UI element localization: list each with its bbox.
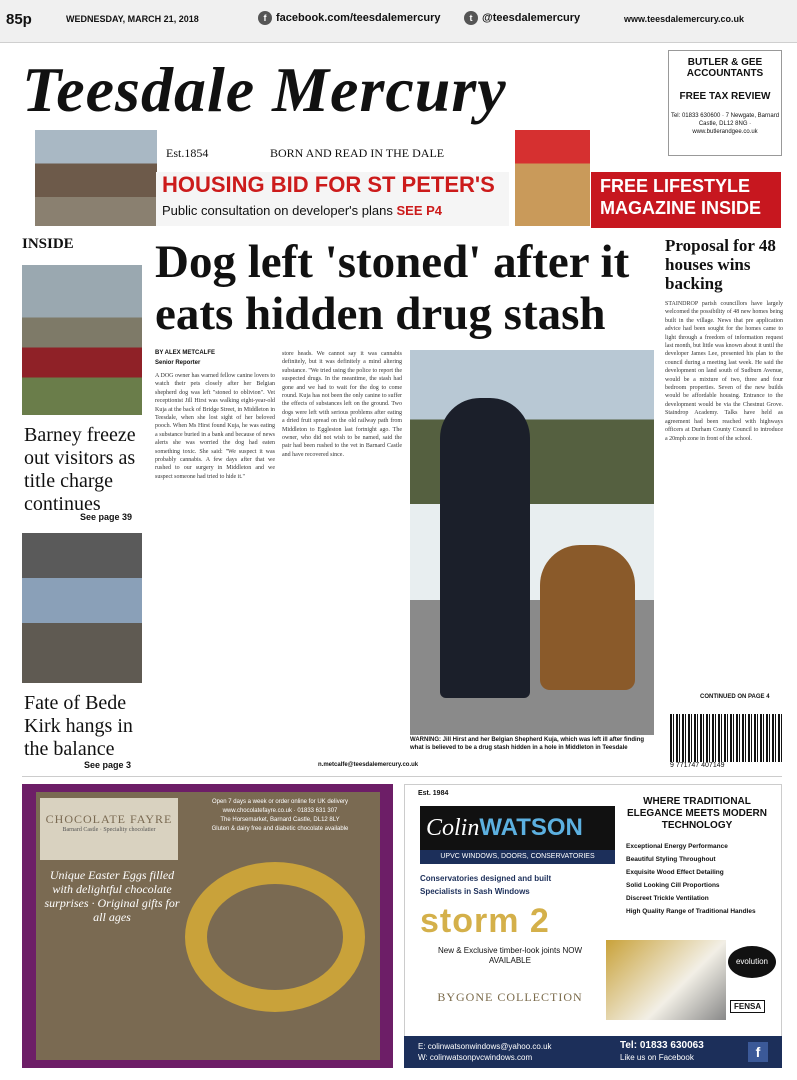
- price: 85p: [6, 11, 32, 28]
- byline-role: Senior Reporter: [155, 360, 201, 366]
- facebook-text: facebook.com/teesdalemercury: [276, 11, 441, 24]
- accountants-ad[interactable]: [668, 50, 782, 156]
- contact-phone-block: [620, 1040, 704, 1064]
- bygone-collection: BYGONE COLLECTION: [437, 990, 583, 1004]
- chocolate-logo: [40, 798, 178, 860]
- windows-contact-bar: [404, 1036, 782, 1068]
- feature-item: Solid Looking Cill Proportions: [626, 882, 720, 889]
- easter-wreath: [185, 862, 365, 1012]
- window-photo: [606, 940, 726, 1020]
- barcode-number: 9 771747 407149: [670, 762, 725, 769]
- bullet-item: Conservatories designed and built: [420, 874, 552, 883]
- divider: [22, 776, 782, 777]
- storm-sub: New & Exclusive timber-look joints NOW AVAILABLE: [437, 946, 583, 965]
- crowd-photo: [22, 533, 142, 683]
- chocolate-address: The Horsemarket, Barnard Castle, DL12 8LY: [220, 817, 340, 823]
- contact-email-web: [418, 1041, 552, 1063]
- chocolate-sub: Barnard Castle · Speciality chocolatier: [62, 827, 156, 833]
- housing-teaser-title: HOUSING BID FOR ST PETER'S: [162, 172, 495, 197]
- windows-headline: WHERE TRADITIONAL ELEGANCE MEETS MODERN TECHNOLOGY: [626, 796, 767, 831]
- contact-email[interactable]: E: colinwatsonwindows@yahoo.co.uk: [418, 1042, 552, 1051]
- feature-item: Exceptional Energy Performance: [626, 843, 728, 850]
- fensa-logo: FENSA: [730, 1000, 765, 1013]
- continued-note: CONTINUED ON PAGE 4: [700, 694, 770, 700]
- inside-story-1[interactable]: Barney freeze out visitors as title charge continues: [24, 424, 136, 515]
- accountants-offer: FREE TAX REVIEW: [679, 91, 771, 102]
- twitter-link[interactable]: [464, 11, 580, 25]
- contact-web[interactable]: W: colinwatsonpvcwindows.com: [418, 1053, 533, 1062]
- housing-teaser-sub: [162, 203, 442, 218]
- logo-first: Colin: [426, 815, 480, 841]
- feature-item: Discreet Trickle Ventilation: [626, 895, 709, 902]
- housing-sub-text: Public consultation on developer's plans: [162, 203, 393, 218]
- facebook-link[interactable]: [258, 11, 440, 25]
- accountants-name: BUTLER & GEE ACCOUNTANTS: [686, 57, 764, 79]
- accountants-contact: Tel: 01833 630600 · 7 Newgate, Barnard Castle, DL12 8NG · www.butlerandgee.co.uk: [670, 113, 780, 135]
- windows-services: UPVC WINDOWS, DOORS, CONSERVATORIES: [420, 850, 615, 864]
- inside-story-2-ref: See page 3: [84, 760, 132, 770]
- contact-phone[interactable]: Tel: 01833 630063: [620, 1040, 704, 1051]
- facebook-icon: f: [258, 11, 272, 25]
- twitter-icon: t: [464, 11, 478, 25]
- windows-logo: [420, 806, 615, 850]
- housing-photo: [35, 130, 157, 226]
- masthead-title: Teesdale Mercury: [22, 54, 507, 125]
- evolution-logo: evolution: [728, 946, 776, 978]
- right-headline: Proposal for 48 houses wins backing: [665, 236, 776, 293]
- website-link[interactable]: www.teesdalemercury.co.uk: [624, 14, 745, 24]
- chocolate-extra: Gluten & dairy free and diabetic chocolate available: [211, 826, 349, 832]
- chocolate-name: CHOCOLATE FAYRE: [45, 812, 173, 826]
- lead-headline: Dog left 'stoned' after it eats hidden drug stash: [155, 236, 630, 340]
- windows-bullets: [420, 872, 610, 898]
- contact-facebook[interactable]: Like us on Facebook: [620, 1053, 694, 1062]
- reporter-email: n.metcalfe@teesdalemercury.co.uk: [318, 762, 419, 768]
- issue-date: WEDNESDAY, MARCH 21, 2018: [66, 14, 199, 24]
- inside-label: INSIDE: [22, 236, 74, 252]
- inside-story-1-ref: See page 39: [80, 512, 133, 522]
- magazine-teaser-text: FREE LIFESTYLE MAGAZINE INSIDE: [600, 176, 762, 218]
- facebook-icon[interactable]: f: [748, 1042, 768, 1062]
- barcode: [670, 714, 782, 762]
- logo-last: WATSON: [479, 814, 583, 841]
- woman-figure: [440, 398, 530, 698]
- storm-logo: storm 2: [420, 902, 550, 940]
- feature-item: Beautiful Styling Throughout: [626, 856, 716, 863]
- magazine-cover: [515, 130, 590, 226]
- chocolate-hours: Open 7 days a week or order online for UK delivery: [211, 799, 349, 805]
- chocolate-tagline: Unique Easter Eggs filled with delightful chocolate surprises · Original gifts for all ages: [44, 868, 180, 924]
- tagline: BORN AND READ IN THE DALE: [270, 146, 445, 160]
- lead-body-col2: store heads. We cannot say it was cannabis definitely, but it was definitely a mind altering substance. "We tried using the police to report the suspected drugs. In the meantime, the stash had gone and we had to wait for the dog to come round. Kuja has not been the only canine to suffer the effects of substances left on the ground. Two dogs were left with serious problems after eating a dried fruit spread on the old railway path from Middleton to Eggleston last fortnight ago. The owner, who did not wish to be named, said the pair had been rushed to the vet in Barnard Castle and have recovered since.: [282, 351, 402, 458]
- inside-story-2[interactable]: Fate of Bede Kirk hangs in the balance: [24, 692, 133, 760]
- photo-caption: WARNING: Jill Hirst and her Belgian Shepherd Kuja, which was left ill after finding what is believed to be a drug stash hidden in a hole in Middleton in Teesdale: [410, 737, 645, 751]
- windows-features: [626, 840, 774, 918]
- bullet-item: Specialists in Sash Windows: [420, 887, 530, 896]
- feature-item: High Quality Range of Traditional Handles: [626, 908, 756, 915]
- chocolate-info: [182, 798, 378, 860]
- established: Est.1854: [166, 146, 209, 160]
- byline: BY ALEX METCALFE: [155, 350, 216, 356]
- feature-item: Exquisite Wood Effect Detailing: [626, 869, 724, 876]
- dog-figure: [540, 545, 635, 690]
- rugby-photo: [22, 265, 142, 415]
- windows-est: Est. 1984: [418, 790, 449, 797]
- housing-ref: SEE P4: [396, 203, 443, 218]
- lead-body-col1: A DOG owner has warned fellow canine lovers to watch their pets closely after her Belgian shepherd dog was left "stoned to oblivion". Vet receptionist Jill Hirst was walking eight-year-old Kuja at the back of Bridge Street, in Middleton in Teesdale, when she lost sight of her beloved pooch. When Ms Hirst found Kuja, he was eating a substance buried in a bank and because of news alerts she was worried the dog had eaten something toxic. She said: "We suspect it was probably cannabis. A few days after that we rushed to our surgery in Middleton and we suspect someone had tried to hide it.": [155, 373, 275, 480]
- right-body: STAINDROP parish councillors have largely welcomed the possibility of 48 new homes being built in the village. News that pre application advice had been sought for the homes came to light through a freedom of information request last month, but little was known about it until the developer James Lee, presented his plan to the council during a meeting last week. He said the development on land south of Sudburn Avenue, would be a mixture of two, three and four bedroom properties. Seven of the new builds would be affordable housing. Entrance to the development would be via the Chestnut Grove. Staindrop Academy. Talks have held as agreement had been reached with highways officers at Durham County Council to introduce a 20mph zone in front of the school.: [665, 301, 783, 442]
- chocolate-site: www.chocolatefayre.co.uk · 01833 631 307: [222, 808, 338, 814]
- twitter-text: @teesdalemercury: [482, 11, 581, 24]
